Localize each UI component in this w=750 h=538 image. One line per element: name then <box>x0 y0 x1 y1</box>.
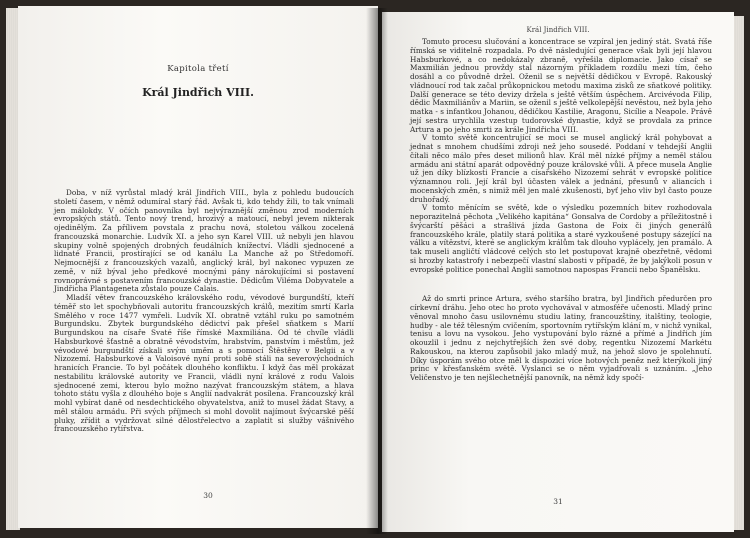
book-spine <box>366 8 388 534</box>
right-page-body <box>410 38 712 383</box>
left-page-body <box>54 189 354 434</box>
left-page <box>18 6 378 528</box>
right-page <box>382 12 734 532</box>
chapter-title: Král Jindřich VIII. <box>142 86 254 99</box>
running-head: Král Jindřich VIII. <box>526 26 590 34</box>
paragraph: Tomuto procesu slučování a koncentrace se vzpíral jen jediný stát. Svatá říše římská se viditelně rozpadala. Po dvě následující generace však byli její hlavou Habsburkové, a co nedokázaly zbraně, vyřešila diplomacie. Jako císař se Maxmilián jednou provždy stal názorným příkladem rozdílu mezi tím, čeho dosáhl a co původně držel. Oženil se s největší dědičkou v Evropě. Rakouský vládnoucí rod tak začal průkopnickou metodu maxima zisků ze sňatkové politiky. Další generace se této devizy držela s ještě větším úspěchem. Arcivévoda Filip, dědic Maxmiliánův a Mariin, se oženil s ještě velkolepější nevěstou, než byla jeho matka - s infantkou Johanou, dědičkou Kastilie, Aragonu, Sicílie a Neapole. Právě její sestra urychlila vzestup tudorovské dynastie, když se provdala za prince Artura a po jeho smrti za krále Jindřicha VIII. <box>410 37 712 134</box>
chapter-kicker: Kapitola třetí <box>167 64 229 74</box>
paragraph: V tomto měnícím se světě, kde o výsledku pozemních bitev rozhodovala neporazitelná pěchota „Velikého kapitána“ Gonsalva de Cordoby a příležitostně i švýcarští pěšáci a strašlivá jízda Gastona de Foix či jiných generálů francouzského krále, platily stará politika a staré vyzkoušené postupy sázející na válku a vítězství, které se anglickým králům tak dlouho vyplácely, jen pramálo. A tak museli angličtí vládcové celých sto let postupovat krajně obezřetně, vědomi si hrozby katastrofy i nebezpečí vlastní slabosti v případě, že by jakýkoli posun v evropské politice ponechal Anglii samotnou napospas Francii nebo Španělsku. <box>410 203 712 274</box>
paragraph: V tomto světě koncentrující se moci se musel anglický král pohybovat a jednat s mnohem chudšími zdroji než jeho sousedé. Poddaní v tehdejší Anglii čítali něco málo přes deset milionů hlav. Král měl nízké příjmy a neměl stálou armádu ani státní aparát odpovědný pouze královské vůli. A přece musela Anglie už jen díky blízkosti Francie a císařského Nizozemí sehrát v evropské politice významnou roli. Její král byl účasten válek a jednání, přesunů v aliancích i mocenských změn, s nimiž měl jen malé zkušenosti, byť jeho vliv byl často pouze druhořadý. <box>410 133 712 204</box>
paragraph: Doba, v níž vyrůstal mladý král Jindřich VIII., byla z pohledu budoucích století časem, v němž odumíral starý řád. Avšak ti, kdo tehdy žili, to tak vnímali jen málokdy. V očích panovníka byl nejvýraznější změnou zrod moderních evropských států. Tento nový trend, hrozivý a matoucí, nebyl jevem nikterak ojedinělým. Za přílivem povstala z prachu nová, stoletou válkou zocelená francouzská monarchie. Ludvík XI. a jeho syn Karel VIII. už nebyli jen hlavou skupiny volně spojených drobných feudálních knížectví. Vládli sjednocené a lidnaté Francii, prostírající se od kanálu La Manche až po Středomoří. Nejmocnější z francouzských vazalů, anglický král, byl nakonec vypuzen ze země, v níž býval jeho předkové mocnými pány nárokujícími si postavení rovnoprávné s postavením francouzské dynastie. Dědicům Viléma Dobyvatele a Jindřicha Plantageneta zůstalo pouze Calais. <box>54 188 354 294</box>
page-edge-stack-right <box>734 16 744 530</box>
paragraph: Až do smrti prince Artura, svého staršího bratra, byl Jindřich předurčen pro církevní dráhu. Jeho otec ho proto vychovával v atmosféře učenosti. Mladý princ věnoval mnoho času usilovnému studiu latiny, francouzštiny, italštiny, teologie, hudby - ale též tělesným cvičením, sportovním rytířským klání m, v nichž vynikal, tenisu a lovu na vysokou. Jeho vystupování bylo rázné a přímé a Jindřich jím okouzlil i jednu z nejchytřejších žen své doby, regentku Nizozemí Markétu Rakouskou, na kterou zapůsobil jako mladý muž, na jehož slovo je spolehnutí. Díky úsporám svého otce měl k dispozici více hotových peněz než kterýkoli jiný princ v křesťanském světě. Vyslanci se o něm vyjadřovali s uznáním. „Jeho Veličenstvo je ten nejšlechetnější panovník, na němž kdy spočí- <box>410 294 712 382</box>
page-number-left: 30 <box>203 491 213 500</box>
paragraph: Mladší větev francouzského královského rodu, vévodové burgundští, kteří téměř sto let spochybňovali autoritu francouzských králů, mezitím smrtí Karla Smělého v roce 1477 vymřeli. Ludvík XI. obratně vztáhl ruku po samotném Burgundsku. Zbytek burgundského dědictví pak přešel sňatkem s Marií Burgundskou na císaře Svaté říše římské Maxmiliána. Od té chvíle vládli Habsburkové šťastně a obratně vévodstvím, hrabstvím, panstvím i městům, jež vévodové burgundští získali svým uměm a s pomocí Štěstěny v Belgii a v Nizozemí. Habsburkové a Valoisové nyní proti sobě stáli na severovýchodních hranicích Francie. To byl počátek dlouhého konfliktu. I když čas měl prokázat nestabilitu královské autority ve Francii, vládli nyní králové z rodu Valois sjednocené zemi, kterou bylo možno nazývat francouzským státem, a hlava tohoto státu vyšla z dlouhého boje s Anglií nadvakrát posílena. Francouzský král mohl vybírat daně od nesdechtického obyvatelstva, aniž to musel žádat Stavy, a měl stálou armádu. Při svých příjmech si mohl dovolit najímout švýcarské pěší pluky, zřídit a vydržovat silné dělostřelectvo a zaplatit si služby vášnivého francouzského rytířstva. <box>54 293 354 434</box>
page-number-right: 31 <box>553 497 563 506</box>
